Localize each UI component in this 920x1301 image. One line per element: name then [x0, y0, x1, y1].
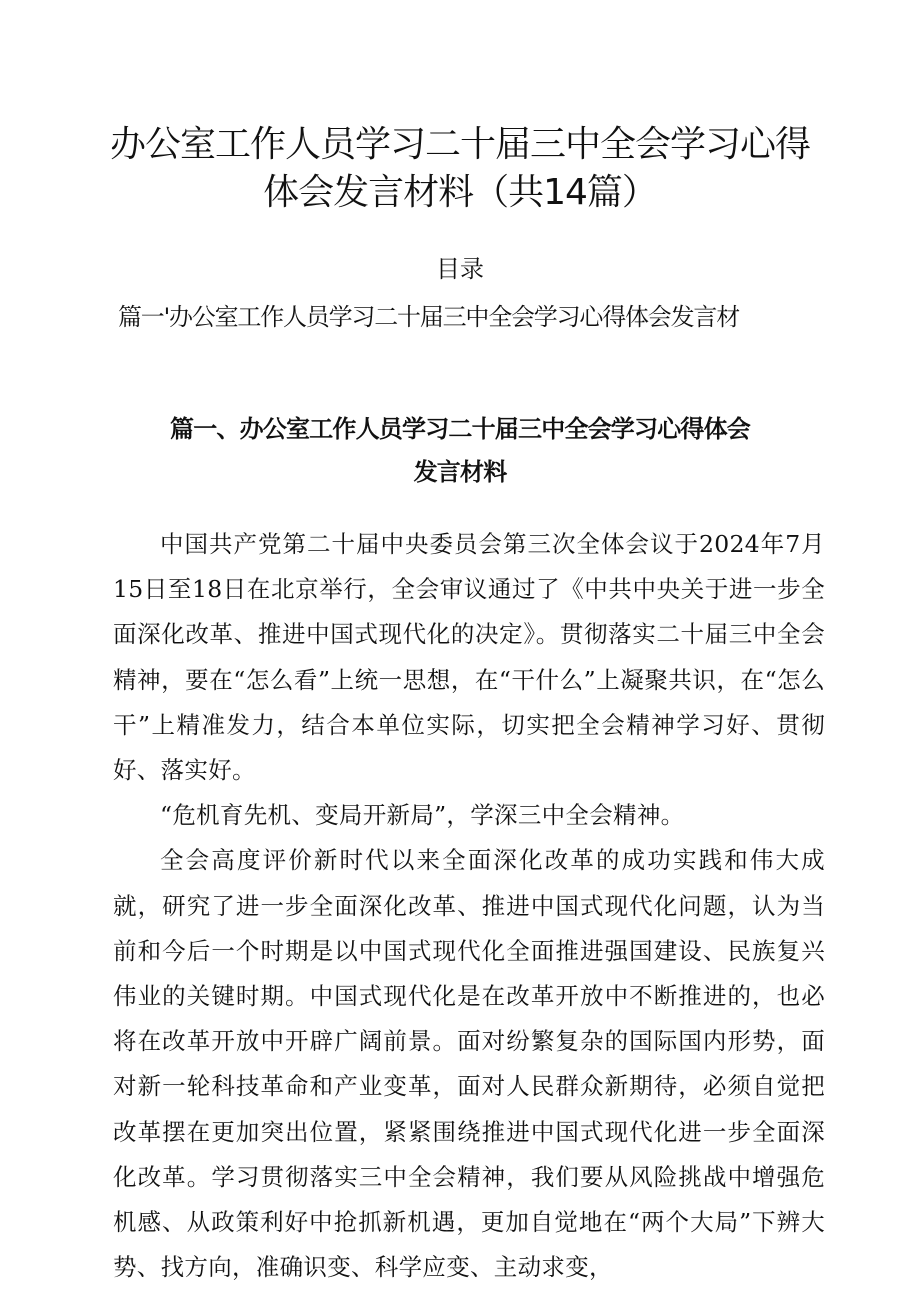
section-title-line-1: 篇一、办公室工作人员学习二十届三中全会学习心得体会	[170, 414, 750, 443]
document-title-line-2: 体会发言材料（共14篇）	[263, 172, 657, 213]
paragraph-2: “危机育先机、变局开新局”，学深三中全会精神。	[160, 801, 685, 830]
paragraph-1: 中国共产党第二十届中央委员会第三次全体会议于2024年7月15日至18日在北京举行，全会审议通过了《中共中央关于进一步全面深化改革、推进中国式现代化的决定》。贯彻落实二十届三中全会精神，要在“怎么看”上统一思想，在“干什么”上凝聚共识，在“怎么干”上精准发力，结合本单位实际，切实把全会精神学习好、贯彻好、落实好。	[113, 530, 825, 785]
document-title-line-1: 办公室工作人员学习二十届三中全会学习心得	[109, 124, 810, 165]
body-text	[113, 522, 825, 1290]
section-title-line-2: 发言材料	[413, 457, 507, 486]
toc-heading: 目录	[436, 255, 484, 283]
toc-entry-1[interactable]: 篇一'办公室工作人员学习二十届三中全会学习心得体会发言材	[118, 303, 739, 331]
paragraph-3: 全会高度评价新时代以来全面深化改革的成功实践和伟大成就，研究了进一步全面深化改革、推进中国式现代化问题，认为当前和今后一个时期是以中国式现代化全面推进强国建设、民族复兴伟业的关键时期。中国式现代化是在改革开放中不断推进的，也必将在改革开放中开辟广阔前景。面对纷繁复杂的国际国内形势，面对新一轮科技革命和产业变革，面对人民群众新期待，必须自觉把改革摆在更加突出位置，紧紧围绕推进中国式现代化进一步全面深化改革。学习贯彻落实三中全会精神，我们要从风险挑战中增强危机感、从政策利好中抢抓新机遇，更加自觉地在“两个大局”下辨大势、找方向，准确识变、科学应变、主动求变，	[113, 846, 825, 1282]
